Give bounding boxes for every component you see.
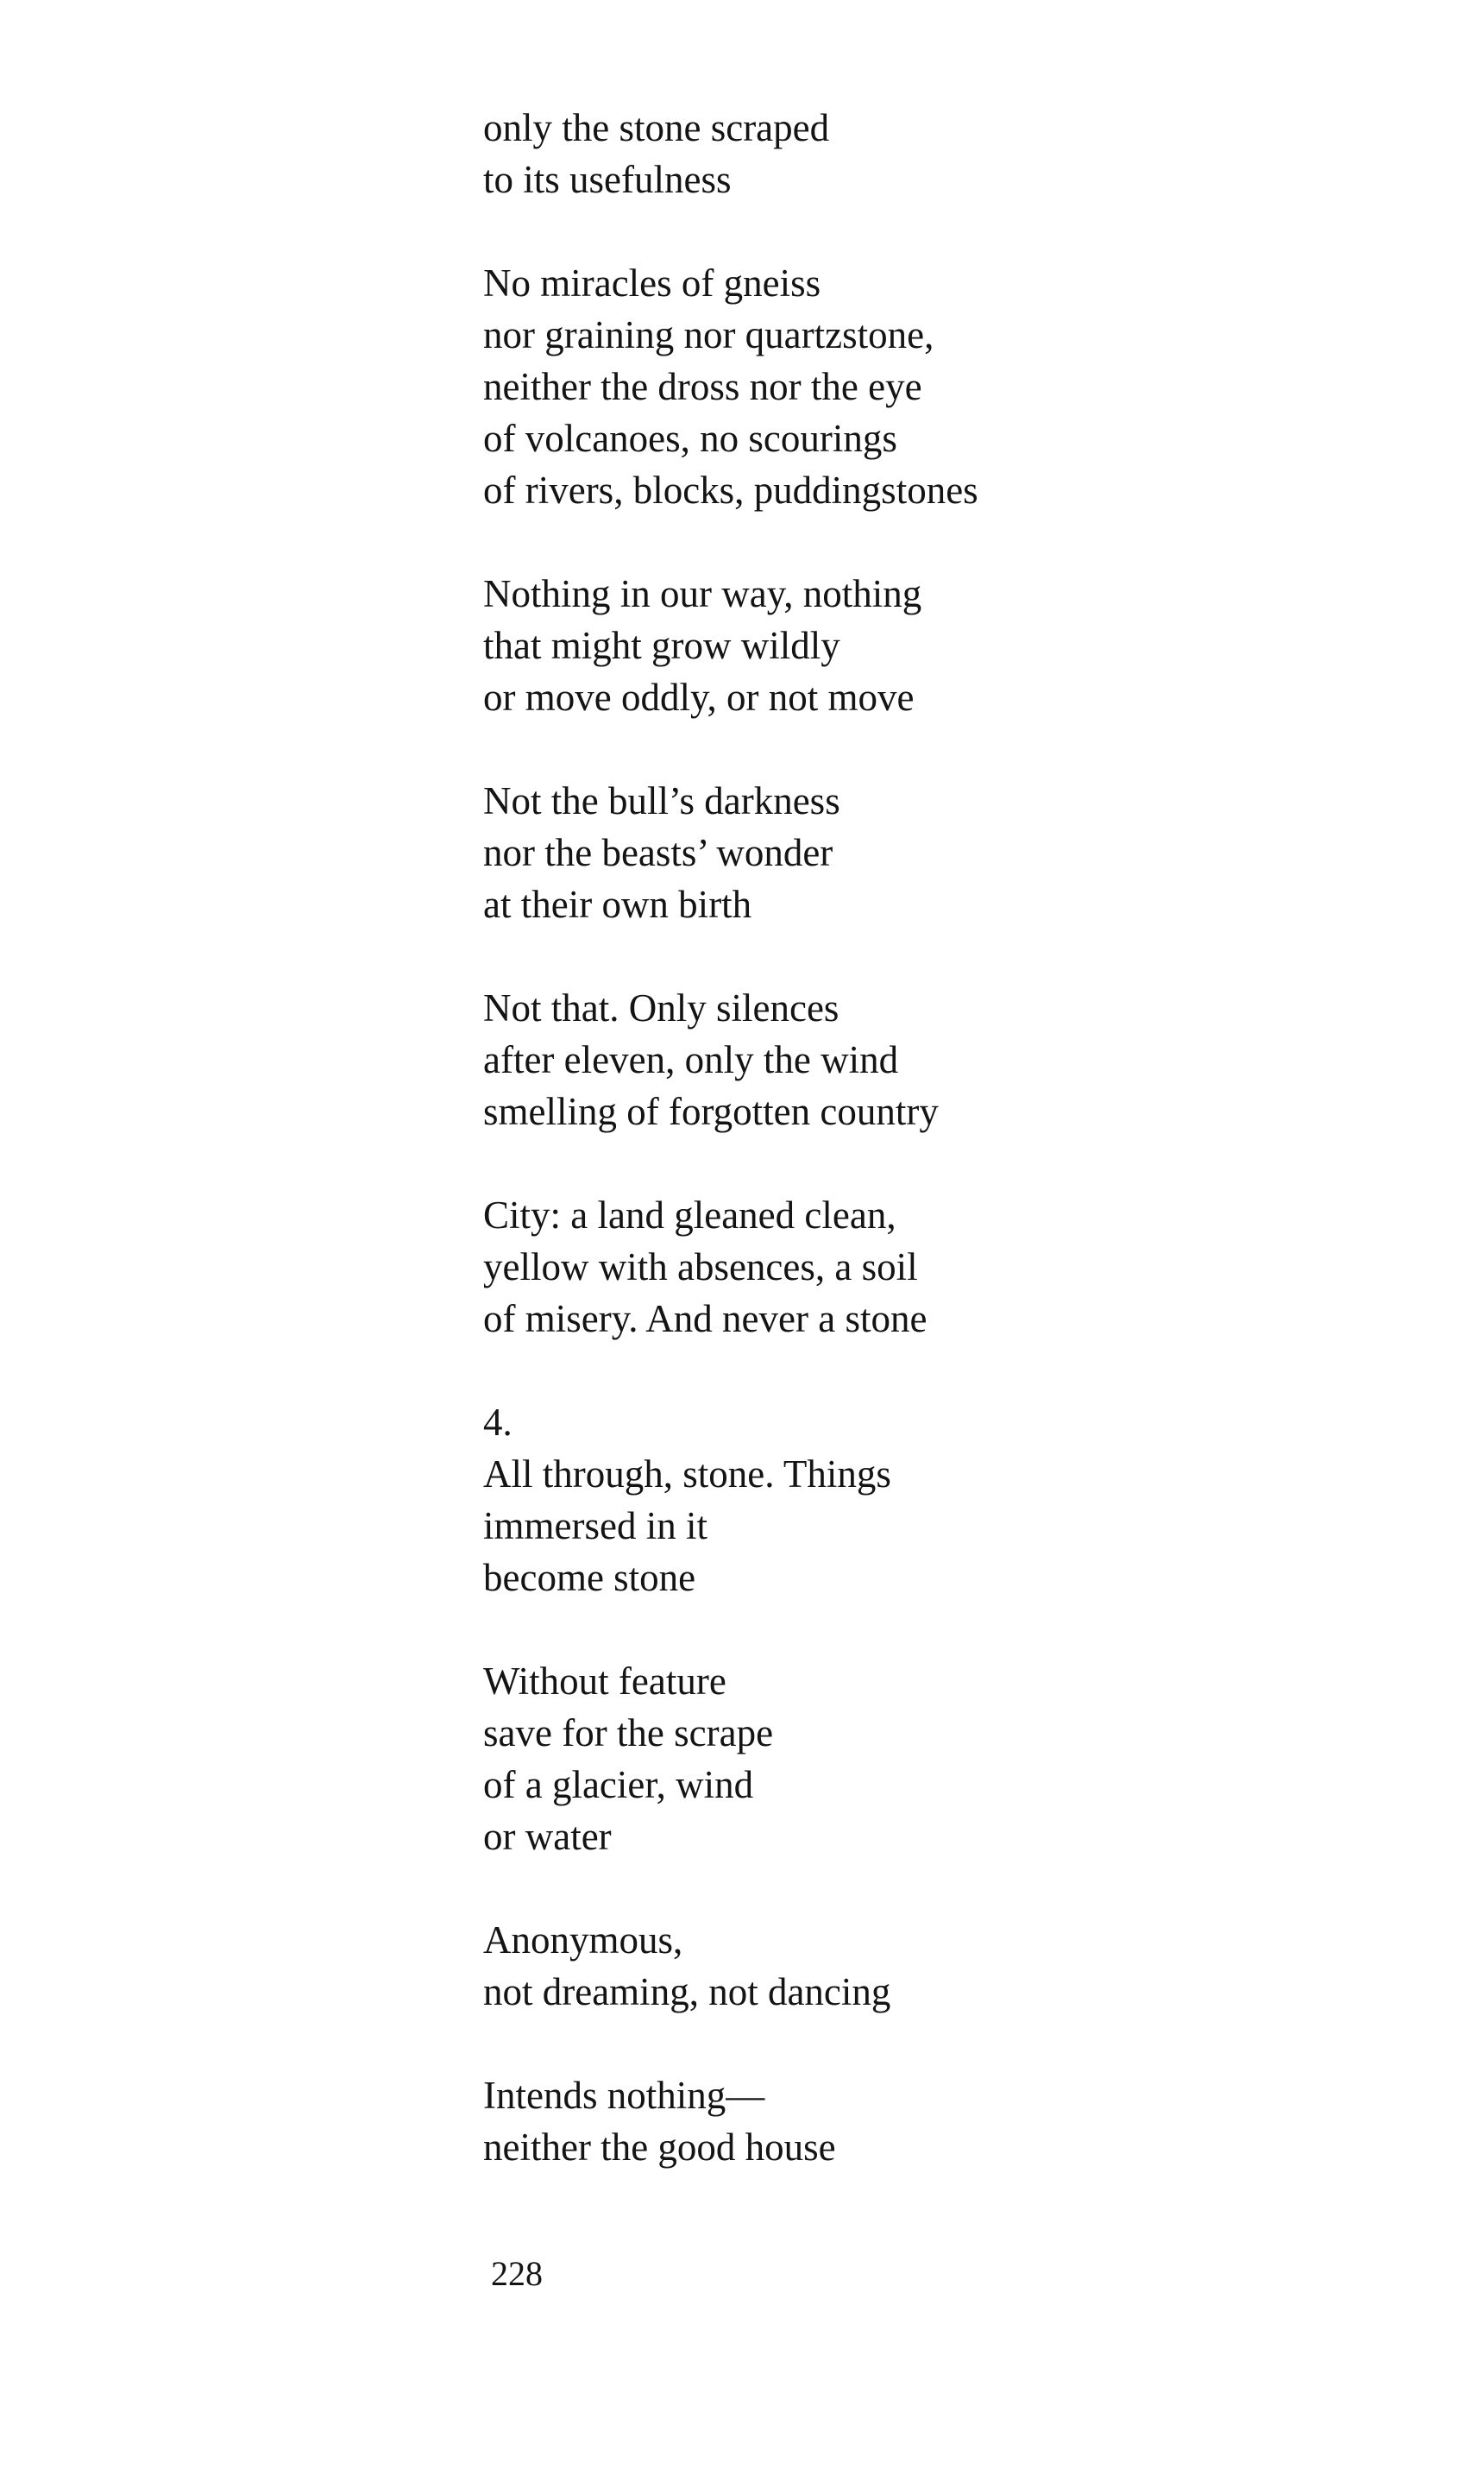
poem-line: save for the scrape (483, 1711, 774, 1754)
poem-text (483, 102, 1432, 2173)
poem-line: Intends nothing— (483, 2074, 765, 2117)
stanza-break (483, 930, 1432, 982)
poem-line: at their own birth (483, 883, 752, 926)
stanza (483, 1189, 1432, 1345)
poem-line: smelling of forgotten country (483, 1090, 939, 1133)
stanza (483, 568, 1432, 723)
poem-line: Anonymous, (483, 1918, 683, 1962)
poem-line: become stone (483, 1556, 696, 1599)
poem-line: No miracles of gneiss (483, 261, 821, 305)
poem-line: Nothing in our way, nothing (483, 572, 922, 615)
stanza (483, 257, 1432, 516)
poem-line: only the stone scraped (483, 106, 830, 149)
poem-line: of a glacier, wind (483, 1763, 754, 1806)
page-number: 228 (491, 2254, 543, 2293)
poem-line: yellow with absences, a soil (483, 1245, 918, 1288)
stanza-break (483, 205, 1432, 257)
stanza (483, 102, 1432, 205)
poem-line: of rivers, blocks, puddingstones (483, 469, 978, 512)
poem-line: that might grow wildly (483, 624, 840, 667)
poem-line: neither the dross nor the eye (483, 365, 922, 408)
stanza (483, 2069, 1432, 2173)
poem-line: City: a land gleaned clean, (483, 1194, 896, 1237)
stanza-break (483, 516, 1432, 568)
poem-line: of misery. And never a stone (483, 1297, 928, 1340)
poem-line: to its usefulness (483, 158, 732, 201)
poem-line: All through, stone. Things (483, 1452, 891, 1496)
stanza (483, 1655, 1432, 1862)
poem-line: neither the good house (483, 2126, 836, 2169)
stanza-break (483, 723, 1432, 775)
stanza (483, 982, 1432, 1137)
stanza-break (483, 1862, 1432, 1914)
poem-line: after eleven, only the wind (483, 1038, 899, 1081)
poem-line: of volcanoes, no scourings (483, 417, 897, 460)
poem-line: Not that. Only silences (483, 986, 839, 1030)
stanza-break (483, 1137, 1432, 1189)
poem-line: immersed in it (483, 1504, 707, 1547)
poem-line: or move oddly, or not move (483, 676, 915, 719)
poem-line: nor graining nor quartzstone, (483, 313, 934, 356)
poem-line: Not the bull’s darkness (483, 779, 840, 822)
section-number: 4. (483, 1401, 512, 1444)
stanza (483, 775, 1432, 930)
stanza-break (483, 1603, 1432, 1655)
poem-line: not dreaming, not dancing (483, 1970, 891, 2013)
stanza (483, 1914, 1432, 2018)
poem-line: or water (483, 1815, 612, 1858)
poem-line: nor the beasts’ wonder (483, 831, 833, 874)
stanza-break (483, 2018, 1432, 2069)
stanza (483, 1396, 1432, 1603)
poem-line: Without feature (483, 1660, 726, 1703)
stanza-break (483, 1345, 1432, 1396)
